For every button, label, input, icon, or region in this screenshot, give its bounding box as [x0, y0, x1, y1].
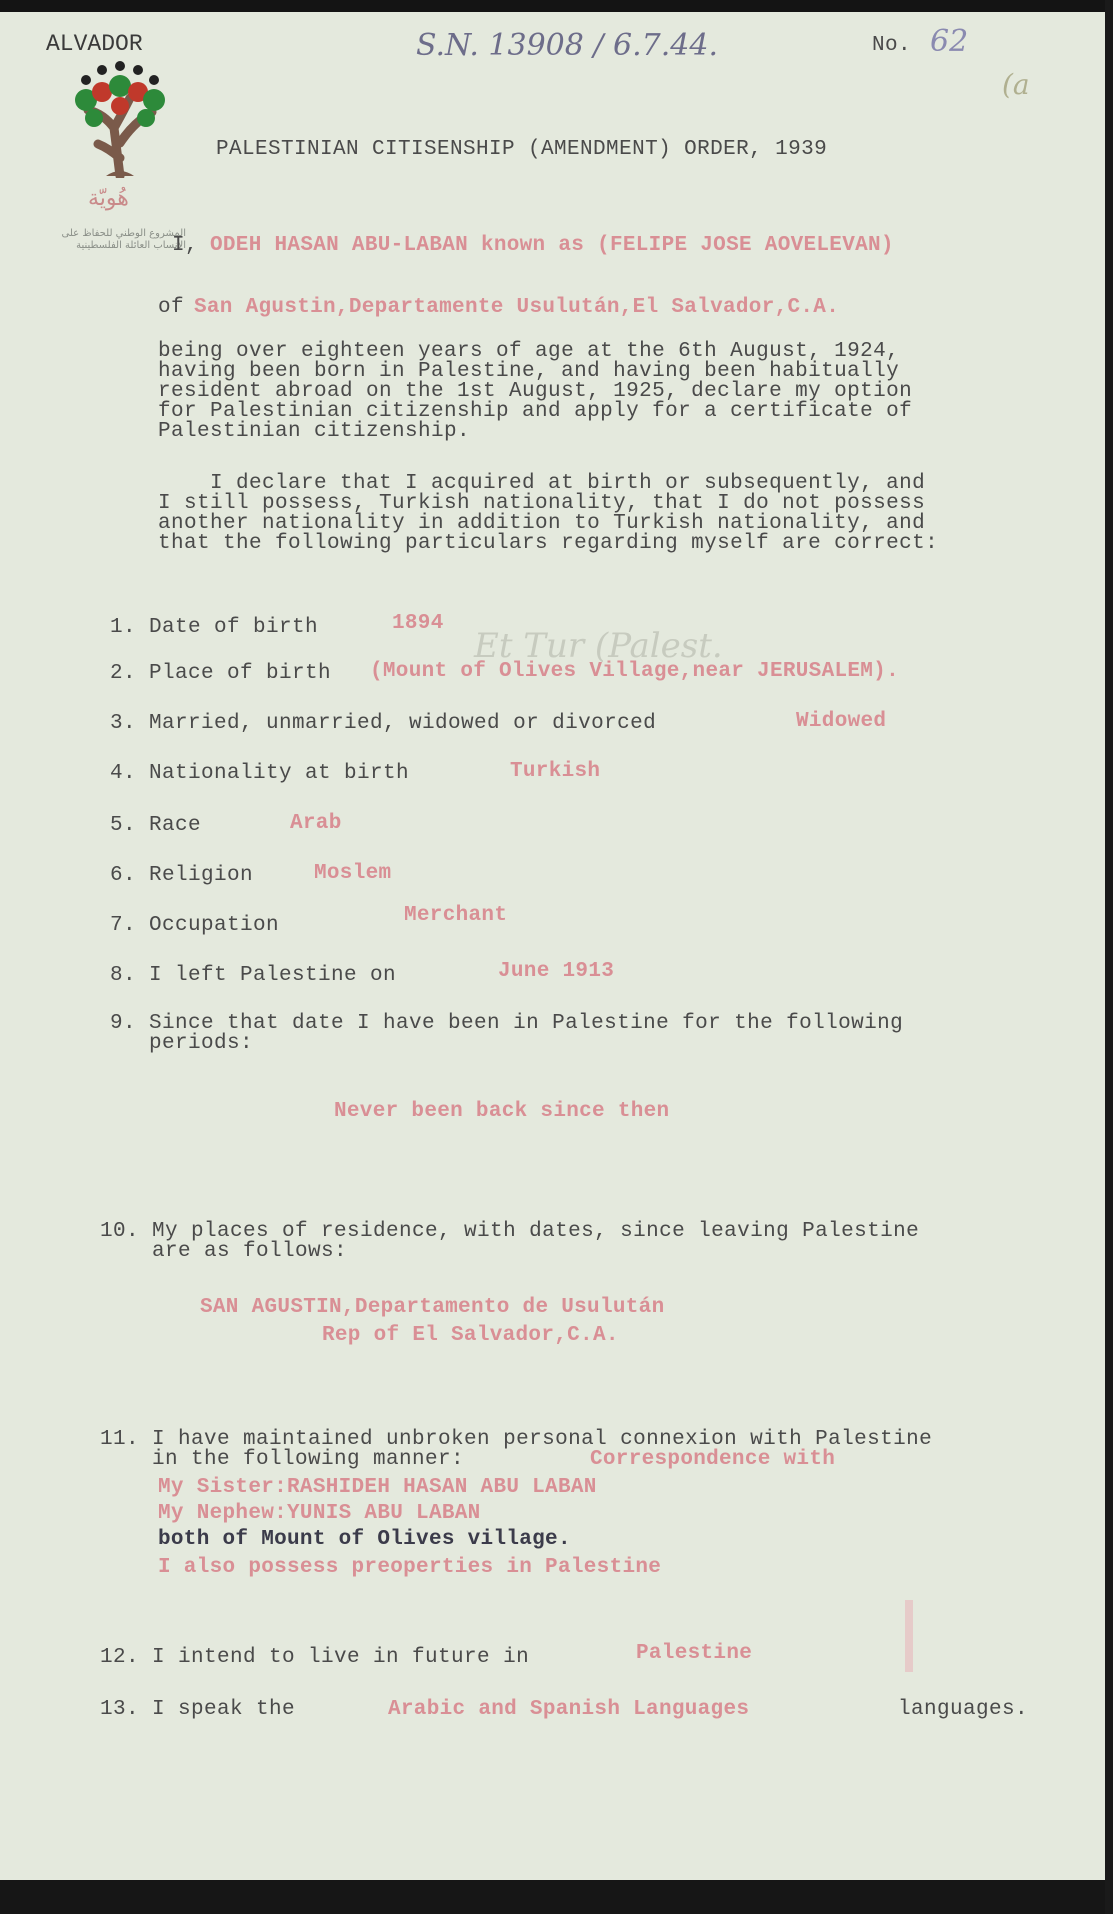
item-10-label-cont: are as follows: [100, 1240, 348, 1263]
item-5-label: 5. Race [110, 814, 202, 837]
corner-mark: (a [1002, 68, 1030, 101]
family-tree-logo [68, 48, 172, 178]
item-7-label: 7. Occupation [110, 914, 280, 937]
page-title: PALESTINIAN CITISENSHIP (AMENDMENT) ORDER, 1939 [216, 138, 828, 161]
item-11-label: 11. I have maintained unbroken personal connexion with Palestine [100, 1428, 933, 1451]
item-10-value-line2: Rep of El Salvador,C.A. [322, 1324, 619, 1347]
item-11-value-line4: both of Mount of Olives village. [158, 1528, 571, 1551]
item-4-label: 4. Nationality at birth [110, 762, 410, 785]
paragraph-line: resident abroad on the 1st August, 1925, declare my option [158, 380, 913, 403]
item-4-value: Turkish [510, 760, 601, 783]
item-13-label: 13. I speak the [100, 1698, 296, 1721]
scan-bottom-border [0, 1880, 1113, 1914]
item-12-label: 12. I intend to live in future in [100, 1646, 530, 1669]
item-9-value: Never been back since then [334, 1100, 670, 1123]
item-2-pencil-note: Et Tur (Palest. [474, 626, 723, 666]
logo-subtitle: المشروع الوطني للحفاظ على الأنساب العائلة الفلسطينية [61, 228, 186, 251]
paragraph-line: I still possess, Turkish nationality, that I do not possess [158, 492, 926, 515]
item-1-label: 1. Date of birth [110, 616, 319, 639]
paper-sheet [0, 10, 1106, 1882]
item-11-value-line3: My Nephew:YUNIS ABU LABAN [158, 1502, 481, 1525]
paragraph-line: that the following particulars regarding myself are correct: [158, 532, 939, 555]
item-13-suffix: languages. [898, 1698, 1029, 1721]
item-9-label: 9. Since that date I have been in Palestine for the following [110, 1012, 904, 1035]
item-6-label: 6. Religion [110, 864, 254, 887]
paragraph-line: I declare that I acquired at birth or subsequently, and [158, 472, 926, 495]
item-6-value: Moslem [314, 862, 392, 885]
item-9-label-cont: periods: [110, 1032, 254, 1055]
paragraph-line: Palestinian citizenship. [158, 420, 471, 443]
item-3-label: 3. Married, unmarried, widowed or divorced [110, 712, 657, 735]
paragraph-line: another nationality in addition to Turkish nationality, and [158, 512, 926, 535]
declarant-address: San Agustin,Departamente Usulután,El Salvador,C.A. [194, 296, 840, 319]
declarant-name: ODEH HASAN ABU-LABAN known as (FELIPE JOSE AOVELEVAN) [210, 234, 894, 257]
item-13-value: Arabic and Spanish Languages [388, 1698, 750, 1721]
item-11-value-line1: Correspondence with [590, 1448, 836, 1471]
handwritten-reference: S.N. 13908 / 6.7.44. [416, 28, 718, 63]
scan-top-border [0, 0, 1113, 12]
red-ink-smudge [905, 1600, 913, 1672]
archive-stamp: ALVADOR [46, 31, 143, 57]
item-8-label: 8. I left Palestine on [110, 964, 397, 987]
scan-right-border [1105, 0, 1113, 1914]
item-8-value: June 1913 [498, 960, 615, 983]
item-10-value-line1: SAN AGUSTIN,Departamento de Usulután [200, 1296, 665, 1319]
address-prefix: of [158, 296, 185, 319]
declarant-prefix: I, [172, 234, 199, 257]
item-5-value: Arab [290, 812, 342, 835]
item-12-value: Palestine [636, 1642, 753, 1665]
item-1-value: 1894 [392, 612, 444, 635]
item-10-label: 10. My places of residence, with dates, since leaving Palestine [100, 1220, 920, 1243]
item-11-label-cont: in the following manner: [100, 1448, 465, 1471]
item-11-value-line2: My Sister:RASHIDEH HASAN ABU LABAN [158, 1476, 597, 1499]
paragraph-line: having been born in Palestine, and having been habitually [158, 360, 900, 383]
paragraph-line: for Palestinian citizenship and apply for a certificate of [158, 400, 913, 423]
number-label: No. [872, 34, 912, 57]
item-11-value-line5: I also possess preoperties in Palestine [158, 1556, 662, 1579]
item-3-value: Widowed [796, 710, 887, 733]
paragraph-line: being over eighteen years of age at the 6th August, 1924, [158, 340, 900, 363]
item-7-value: Merchant [404, 904, 508, 927]
document-number: 62 [930, 24, 969, 59]
logo-caption: هُويّة [88, 186, 129, 211]
item-2-label: 2. Place of birth [110, 662, 332, 685]
item-2-value: (Mount of Olives Village,near JERUSALEM). [370, 660, 899, 683]
